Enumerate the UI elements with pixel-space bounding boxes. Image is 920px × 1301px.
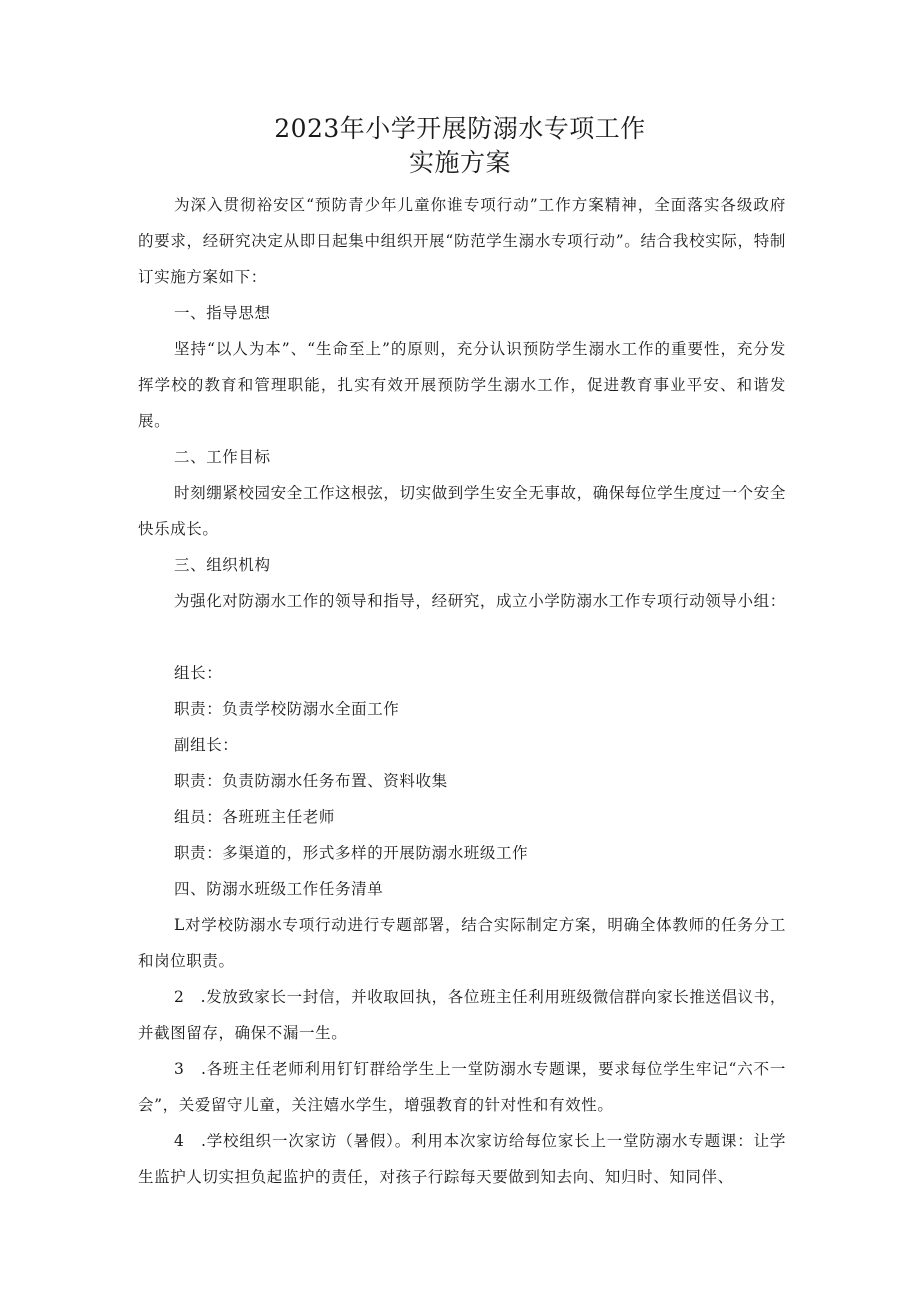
- task-item: 2 .发放致家长一封信，并收取回执，各位班主任利用班级微信群向家长推送倡议书，并截图留存，确保不漏一生。: [138, 988, 786, 1042]
- section-heading-task-list: 四、防溺水班级工作任务清单: [174, 880, 384, 898]
- org-members: 组员：各班班主任老师: [174, 808, 336, 826]
- document-title: 2023年小学开展防溺水专项工作: [274, 114, 646, 143]
- org-leader: 组长：: [174, 664, 223, 682]
- org-deputy-duty: 职责：负责防溺水任务布置、资料收集: [174, 772, 448, 790]
- org-members-duty: 职责：多渠道的，形式多样的开展防溺水班级工作: [174, 844, 529, 862]
- org-deputy-leader: 副组长：: [174, 736, 239, 754]
- section-heading-work-goal: 二、工作目标: [174, 448, 271, 466]
- section-heading-organization: 三、组织机构: [174, 556, 271, 574]
- task-item: 3 .各班主任老师利用钉钉群给学生上一堂防溺水专题课，要求每位学生牢记“六不一会”，关爱留守儿童，关注嬉水学生，增强教育的针对性和有效性。: [138, 1060, 786, 1114]
- document-subtitle: 实施方案: [408, 148, 511, 177]
- section-body-guiding-ideology: 坚持“以人为本”、“生命至上”的原则，充分认识预防学生溺水工作的重要性，充分发挥学校的教育和管理职能，扎实有效开展预防学生溺水工作，促进教育事业平安、和谐发展。: [138, 340, 786, 430]
- section-heading-guiding-ideology: 一、指导思想: [174, 304, 271, 322]
- section-body-organization: 为强化对防溺水工作的领导和指导，经研究，成立小学防溺水工作专项行动领导小组：: [174, 592, 786, 610]
- task-item: L对学校防溺水专项行动进行专题部署，结合实际制定方案，明确全体教师的任务分工和岗位职责。: [138, 916, 786, 970]
- task-item: 4 .学校组织一次家访（暑假）。利用本次家访给每位家长上一堂防溺水专题课：让学生监护人切实担负起监护的责任，对孩子行踪每天要做到知去向、知归时、知同伴、: [138, 1132, 786, 1186]
- org-leader-duty: 职责：负责学校防溺水全面工作: [174, 700, 400, 718]
- section-body-work-goal: 时刻绷紧校园安全工作这根弦，切实做到学生安全无事故，确保每位学生度过一个安全快乐成长。: [138, 484, 786, 538]
- intro-paragraph: 为深入贯彻裕安区“预防青少年儿童你谁专项行动”工作方案精神，全面落实各级政府的要求，经研究决定从即日起集中组织开展“防范学生溺水专项行动”。结合我校实际，特制订实施方案如下：: [138, 196, 786, 286]
